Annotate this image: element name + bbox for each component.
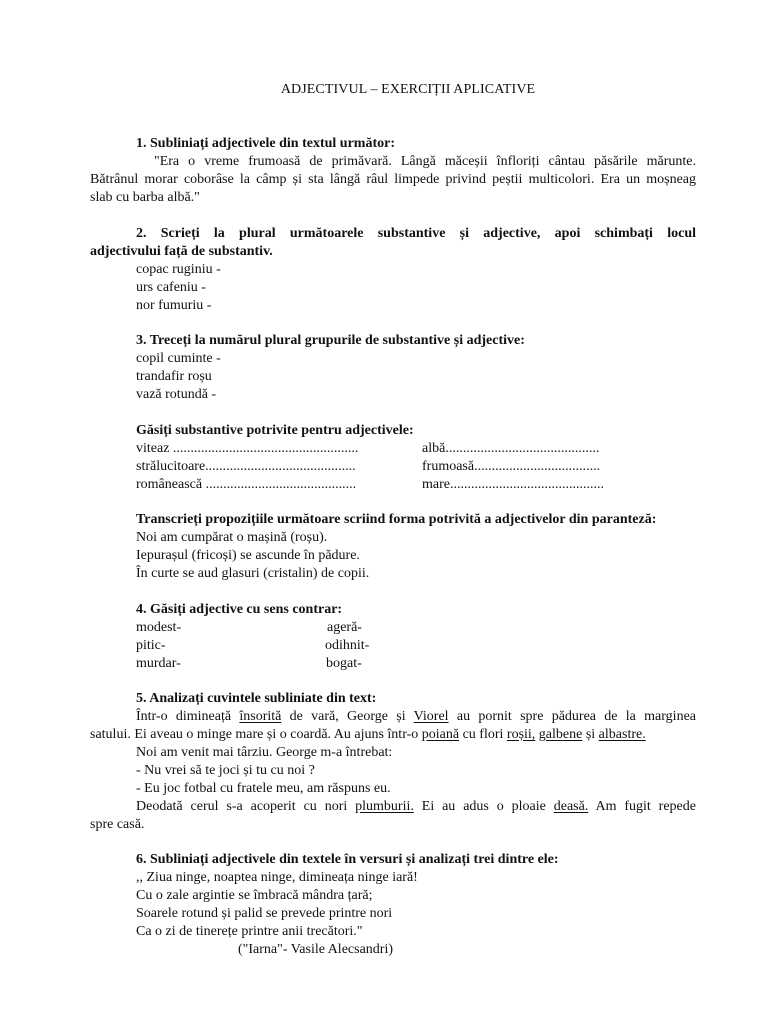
find-nouns-right-item: mare............................................: [422, 477, 604, 492]
transcribe-heading: Transcrieți propozițiile următoare scriind forma potrivită a adjectivelor din paranteză:: [136, 512, 657, 527]
exercise-6-heading: 6. Subliniați adjectivele din textele în versuri și analizați trei dintre ele:: [136, 852, 559, 867]
text-run: satului. Ei aveau o minge mare și o coardă. Au ajuns într-o: [90, 727, 422, 742]
underlined-word: poiană: [421, 727, 460, 742]
text-run: cu flori: [459, 727, 507, 742]
antonym-left-item: modest-: [136, 620, 182, 635]
exercise-5-text-line: [136, 798, 696, 816]
underlined-word: însorită: [239, 709, 282, 724]
exercise-2-item: urs cafeniu -: [136, 280, 206, 295]
exercise-5-heading: 5. Analizați cuvintele subliniate din text:: [136, 691, 377, 706]
antonym-right-item: ageră-: [327, 620, 362, 635]
verse-line: Soarele rotund și palid se prevede printre nori: [136, 906, 393, 921]
exercise-3-item: trandafir roșu: [136, 369, 212, 384]
find-nouns-right-item: albă............................................: [422, 441, 600, 456]
find-nouns-heading: Găsiți substantive potrivite pentru adjectivele:: [136, 423, 414, 438]
transcribe-item: Noi am cumpărat o mașină (roșu).: [136, 530, 328, 545]
exercise-5-text-line: [90, 726, 646, 744]
exercise-5-text-line: spre casă.: [90, 817, 145, 832]
exercise-1-text-line: "Era o vreme frumoasă de primăvară. Lângă măceșii înfloriți cântau păsările mărunte.: [154, 154, 696, 169]
antonym-right-item: bogat-: [326, 656, 362, 671]
exercise-2-heading-cont: adjectivului față de substantiv.: [90, 244, 273, 259]
find-nouns-left-item: strălucitoare...........................................: [136, 459, 356, 474]
antonym-right-item: odihnit-: [325, 638, 370, 653]
antonym-left-item: murdar-: [136, 656, 181, 671]
text-run: Am fugit repede: [588, 799, 696, 814]
exercise-2-heading: 2. Scrieți la plural următoarele substantive și adjective, apoi schimbați locul: [136, 226, 696, 241]
verse-line: ,, Ziua ninge, noaptea ninge, dimineața ninge iară!: [136, 870, 418, 885]
exercise-2-item: nor fumuriu -: [136, 298, 212, 313]
transcribe-item: În curte se aud glasuri (cristalin) de copii.: [136, 566, 370, 581]
text-run: Ei au adus o ploaie: [413, 799, 554, 814]
text-run: Deodată cerul s-a acoperit cu nori: [136, 799, 356, 814]
underlined-word: roșii,: [506, 727, 536, 742]
find-nouns-left-item: viteaz .....................................................: [136, 441, 359, 456]
transcribe-item: Iepurașul (fricoși) se ascunde în pădure.: [136, 548, 360, 563]
text-run: de vară, George și: [281, 709, 414, 724]
exercise-3-item: copil cuminte -: [136, 351, 221, 366]
exercise-5-text-line: Noi am venit mai târziu. George m-a întrebat:: [136, 745, 393, 760]
verse-source: ("Iarna"- Vasile Alecsandri): [238, 942, 393, 957]
exercise-2-item: copac ruginiu -: [136, 262, 221, 277]
exercise-3-heading: 3. Treceți la numărul plural grupurile de substantive și adjective:: [136, 333, 525, 348]
find-nouns-left-item: românească ...........................................: [136, 477, 357, 492]
underlined-word: deasă.: [553, 799, 589, 814]
underlined-word: plumburii.: [355, 799, 414, 814]
exercise-1-heading: 1. Subliniați adjectivele din textul următor:: [136, 136, 395, 151]
text-run: Într-o dimineață: [136, 709, 240, 724]
underlined-word: Viorel: [413, 709, 449, 724]
exercise-1-text-line: Bătrânul morar coborâse la câmp și sta lângă râul limpede privind peștii multicolori. Era un moșneag: [90, 172, 696, 187]
find-nouns-right-item: frumoasă....................................: [422, 459, 601, 474]
text-run: au pornit spre pădurea de la marginea: [448, 709, 697, 724]
exercise-5-text-line: - Eu joc fotbal cu fratele meu, am răspuns eu.: [136, 781, 391, 796]
underlined-word: galbene: [538, 727, 583, 742]
exercise-5-text-line: - Nu vrei să te joci și tu cu noi ?: [136, 763, 315, 778]
verse-line: Ca o zi de tinerețe printre anii trecători.": [136, 924, 363, 939]
exercise-1-text-line: slab cu barba albă.": [90, 190, 200, 205]
verse-line: Cu o zale argintie se îmbracă mândra țară;: [136, 888, 373, 903]
exercise-5-text-line: [136, 708, 696, 726]
exercise-3-item: vază rotundă -: [136, 387, 217, 402]
exercise-4-heading: 4. Găsiți adjective cu sens contrar:: [136, 602, 343, 617]
antonym-left-item: pitic-: [136, 638, 166, 653]
page-title: ADJECTIVUL – EXERCIȚII APLICATIVE: [280, 82, 536, 97]
text-run: și: [582, 727, 599, 742]
underlined-word: albastre.: [598, 727, 646, 742]
